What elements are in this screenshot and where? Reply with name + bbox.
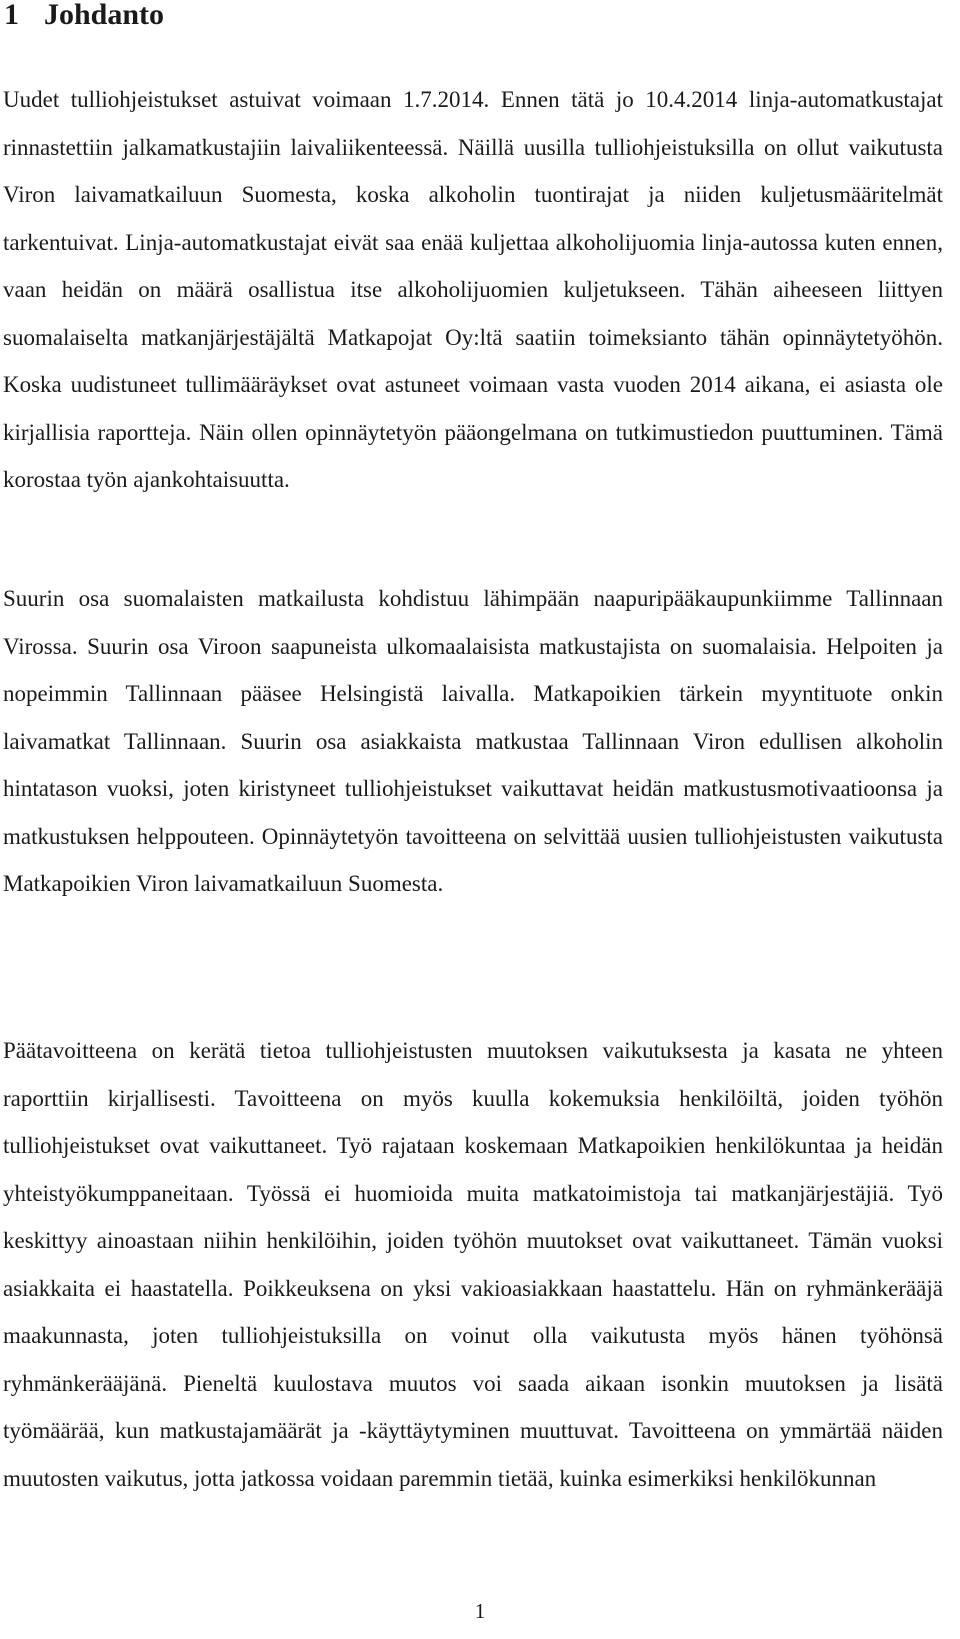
objective-paragraph: Päätavoitteena on kerätä tietoa tulliohjeistusten muutoksen vaikutuksesta ja kasata ne yhteen raporttiin kirjallisesti. Tavoitteena on myös kuulla kokemuksia henkilöiltä, joiden työhön tulliohjeistukset ovat vaikuttaneet. Työ rajataan koskemaan Matkapoikien henkilökuntaa ja heidän yhteistyökumppaneitaan. Työssä ei huomioida muita matkatoimistoja tai matkanjärjestäjiä. Työ keskittyy ainoastaan niihin henkilöihin, joiden työhön muutokset ovat vaikuttaneet. Tämän vuoksi asiakkaita ei haastatella. Poikkeuksena on yksi vakioasiakkaan haastattelu. Hän on ryhmänkerääjä maakunnasta, joten tulliohjeistuksilla on voinut olla vaikutusta myös hänen työhönsä ryhmänkerääjänä. Pieneltä kuulostava muutos voi saada aikaan isonkin muutoksen ja lisätä työmäärää, kun matkustajamäärät ja -käyttäytyminen muuttuvat. Tavoitteena on ymmärtää näiden muutosten vaikutus, jotta jatkossa voidaan paremmin tietää, kuinka esimerkiksi henkilökunnan [3,1038,943,1491]
travel-paragraph: Suurin osa suomalaisten matkailusta kohdistuu lähimpään naapuripääkaupunkiimme Tallinnaan Virossa. Suurin osa Viroon saapuneista ulkomaalaisista matkustajista on suomalaisia. Helpoiten ja nopeimmin Tallinnaan pääsee Helsingistä laivalla. Matkapoikien tärkein myyntituote onkin laivamatkat Tallinnaan. Suurin osa asiakkaista matkustaa Tallinnaan Viron edullisen alkoholin hintatason vuoksi, joten kiristyneet tulliohjeistukset vaikuttavat heidän matkustusmotivaatioonsa ja matkustuksen helppouteen. Opinnäytetyön tavoitteena on selvittää uusien tulliohjeistusten vaikutusta Matkapoikien Viron laivamatkailuun Suomesta. [3,586,943,896]
chapter-heading [4,0,164,30]
page-number: 1 [474,1599,486,1623]
chapter-number: 1 [4,0,19,31]
chapter-title: Johdanto [44,0,165,31]
intro-paragraph: Uudet tulliohjeistukset astuivat voimaan 1.7.2014. Ennen tätä jo 10.4.2014 linja-automatkustajat rinnastettiin jalkamatkustajiin laivaliikenteessä. Näillä uusilla tulliohjeistuksilla on ollut vaikutusta Viron laivamatkailuun Suomesta, koska alkoholin tuontirajat ja niiden kuljetusmääritelmät tarkentuivat. Linja-automatkustajat eivät saa enää kuljettaa alkoholijuomia linja-autossa kuten ennen, vaan heidän on määrä osallistua itse alkoholijuomien kuljetukseen. Tähän aiheeseen liittyen suomalaiselta matkanjärjestäjältä Matkapojat Oy:ltä saatiin toimeksianto tähän opinnäytetyöhön. Koska uudistuneet tullimääräykset ovat astuneet voimaan vasta vuoden 2014 aikana, ei asiasta ole kirjallisia raportteja. Näin ollen opinnäytetyön pääongelmana on tutkimustiedon puuttuminen. Tämä korostaa työn ajankohtaisuutta. [3,87,943,492]
